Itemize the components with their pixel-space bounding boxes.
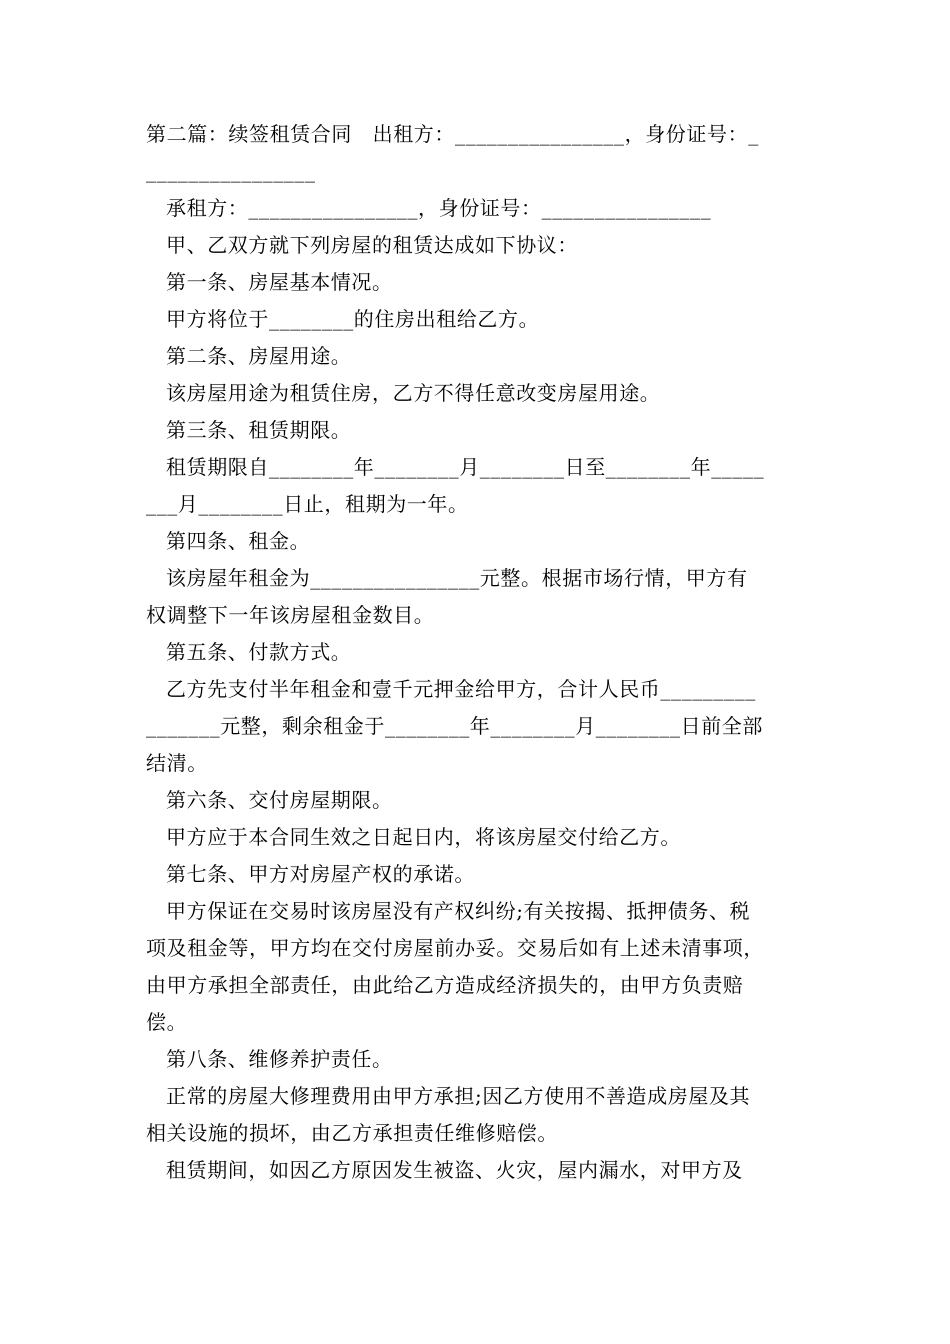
- article-2-text: 该房屋用途为租赁住房，乙方不得任意改变房屋用途。: [166, 381, 661, 405]
- article-7-text-line-1: 甲方保证在交易时该房屋没有产权纠纷;有关按揭、抵押债务、税: [166, 899, 751, 923]
- document-page: [146, 116, 826, 1189]
- article-4-text-line-1: 该房屋年租金为________________元整。根据市场行情，甲方有: [166, 566, 748, 590]
- document-title-line: 第二篇：续签租赁合同 出租方：________________，身份证号：_: [146, 122, 759, 146]
- article-7-text-line-2: 项及租金等，甲方均在交付房屋前办妥。交易后如有上述未清事项，: [146, 936, 764, 960]
- agreement-intro: 甲、乙双方就下列房屋的租赁达成如下协议：: [166, 233, 578, 257]
- article-4-text-line-2: 权调整下一年该房屋租金数目。: [146, 603, 435, 627]
- article-7-text-line-3: 由甲方承担全部责任，由此给乙方造成经济损失的，由甲方负责赔: [146, 973, 744, 997]
- article-5-text-line-3: 结清。: [146, 751, 208, 775]
- article-5-text-line-1: 乙方先支付半年租金和壹千元押金给甲方，合计人民币_________: [166, 677, 756, 701]
- article-6-text: 甲方应于本合同生效之日起日内，将该房屋交付给乙方。: [166, 825, 681, 849]
- article-2-heading: 第二条、房屋用途。: [166, 344, 352, 368]
- article-8-text-line-2: 相关设施的损坏，由乙方承担责任维修赔偿。: [146, 1121, 558, 1145]
- article-3-heading: 第三条、租赁期限。: [166, 418, 352, 442]
- article-3-text-line-2: ___月________日止，租期为一年。: [146, 492, 469, 516]
- article-7-heading: 第七条、甲方对房屋产权的承诺。: [166, 862, 475, 886]
- article-8-text-line-3: 租赁期间，如因乙方原因发生被盗、火灾，屋内漏水，对甲方及: [166, 1158, 743, 1182]
- article-5-heading: 第五条、付款方式。: [166, 640, 352, 664]
- article-5-text-line-2: _______元整，剩余租金于________年________月________日前全部: [146, 714, 763, 738]
- article-1-text: 甲方将位于________的住房出租给乙方。: [166, 307, 540, 331]
- article-7-text-line-4: 偿。: [146, 1010, 188, 1034]
- lessee-line: 承租方：________________，身份证号：________________: [166, 196, 712, 220]
- article-6-heading: 第六条、交付房屋期限。: [166, 788, 393, 812]
- lessor-id-continuation: ________________: [146, 159, 316, 183]
- article-8-heading: 第八条、维修养护责任。: [166, 1047, 393, 1071]
- article-1-heading: 第一条、房屋基本情况。: [166, 270, 393, 294]
- article-3-text-line-1: 租赁期限自________年________月________日至________年_____: [166, 455, 765, 479]
- article-8-text-line-1: 正常的房屋大修理费用由甲方承担;因乙方使用不善造成房屋及其: [166, 1084, 751, 1108]
- article-4-heading: 第四条、租金。: [166, 529, 311, 553]
